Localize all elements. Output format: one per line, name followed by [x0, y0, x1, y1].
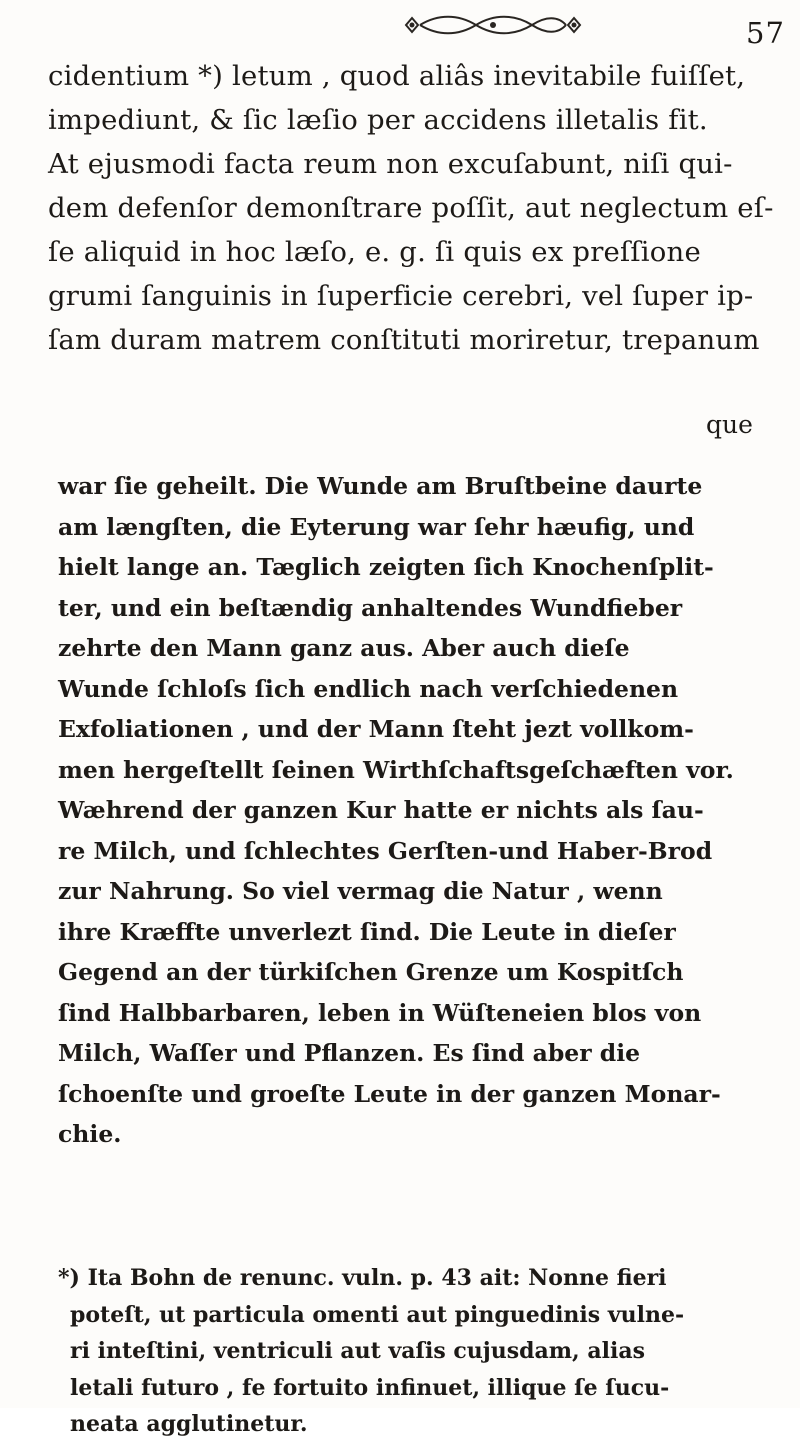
catchword: que — [706, 410, 753, 439]
text-line: ſe aliquid in hoc læſo, e. g. ſi quis ex preſſione — [48, 236, 701, 268]
text-line: grumi ſanguinis in ſuperficie cerebri, vel ſuper ip- — [48, 280, 754, 312]
text-line: ter, und ein beſtændig anhaltendes Wundfieber — [58, 593, 683, 622]
text-line: ſam duram matrem conſtituti moriretur, trepanum — [48, 324, 760, 356]
text-line: war ſie geheilt. Die Wunde am Bruſtbeine daurte — [58, 472, 703, 500]
text-line: cidentium *) letum , quod aliâs inevitabile fuiſſet, — [48, 60, 746, 92]
footnote — [58, 1260, 768, 1443]
text-line: ſind Halbbarbaren, leben in Wüſteneien blos von — [58, 998, 702, 1027]
text-line: impediunt, & ſic læſio per accidens illetalis fit. — [48, 104, 708, 136]
text-line: Exfoliationen , und der Mann ſteht jezt vollkom- — [58, 715, 694, 743]
text-line: am længſten, die Eyterung war ſehr hæufig, und — [58, 512, 695, 541]
page-number: 57 — [746, 16, 785, 50]
text-line: Wunde ſchloſs ſich endlich nach verſchiedenen — [58, 674, 679, 703]
footnote-line: letali futuro , fe fortuito infinuet, illique ſe ſucu- — [70, 1374, 670, 1401]
text-line: zur Nahrung. So viel vermag die Natur , wenn — [58, 877, 663, 905]
printer-ornament-icon — [398, 12, 588, 38]
german-paragraph — [58, 466, 768, 1155]
footnote-line: neata agglutinetur. — [70, 1411, 308, 1437]
text-line: Gegend an der türkiſchen Grenze um Kospitſch — [58, 958, 684, 986]
text-line: men hergeſtellt ſeinen Wirthſchaftsgeſchæften vor. — [58, 755, 734, 784]
text-line: re Milch, und ſchlechtes Gerſten-und Haber-Brod — [58, 836, 713, 865]
footnote-line: ri inteſtini, ventriculi aut vaſis cujusdam, alias — [70, 1338, 645, 1364]
text-line: Wæhrend der ganzen Kur hatte er nichts als ſau- — [58, 796, 704, 824]
page-header — [0, 6, 800, 50]
text-line: ihre Kræffte unverlezt ſind. Die Leute in dieſer — [58, 917, 676, 946]
text-line: At ejusmodi facta reum non excuſabunt, niſi qui- — [48, 148, 733, 180]
footnote-line: poteſt, ut particula omenti aut pinguedinis vulne- — [70, 1301, 685, 1328]
text-line: ſchoenſte und groeſte Leute in der ganzen Monar- — [58, 1079, 721, 1108]
text-line: chie. — [58, 1120, 122, 1148]
latin-paragraph — [48, 54, 774, 362]
footnote-line: *) Ita Bohn de renunc. vuln. p. 43 ait: Nonne fieri — [58, 1265, 667, 1291]
text-line: hielt lange an. Tæglich zeigten ſich Knochenſplit- — [58, 553, 714, 581]
text-line: dem defenſor demonſtrare poſſit, aut neglectum eſ- — [48, 192, 774, 224]
text-line: zehrte den Mann ganz aus. Aber auch dieſe — [58, 634, 630, 662]
text-line: Milch, Waſſer und Pflanzen. Es ſind aber die — [58, 1039, 641, 1067]
